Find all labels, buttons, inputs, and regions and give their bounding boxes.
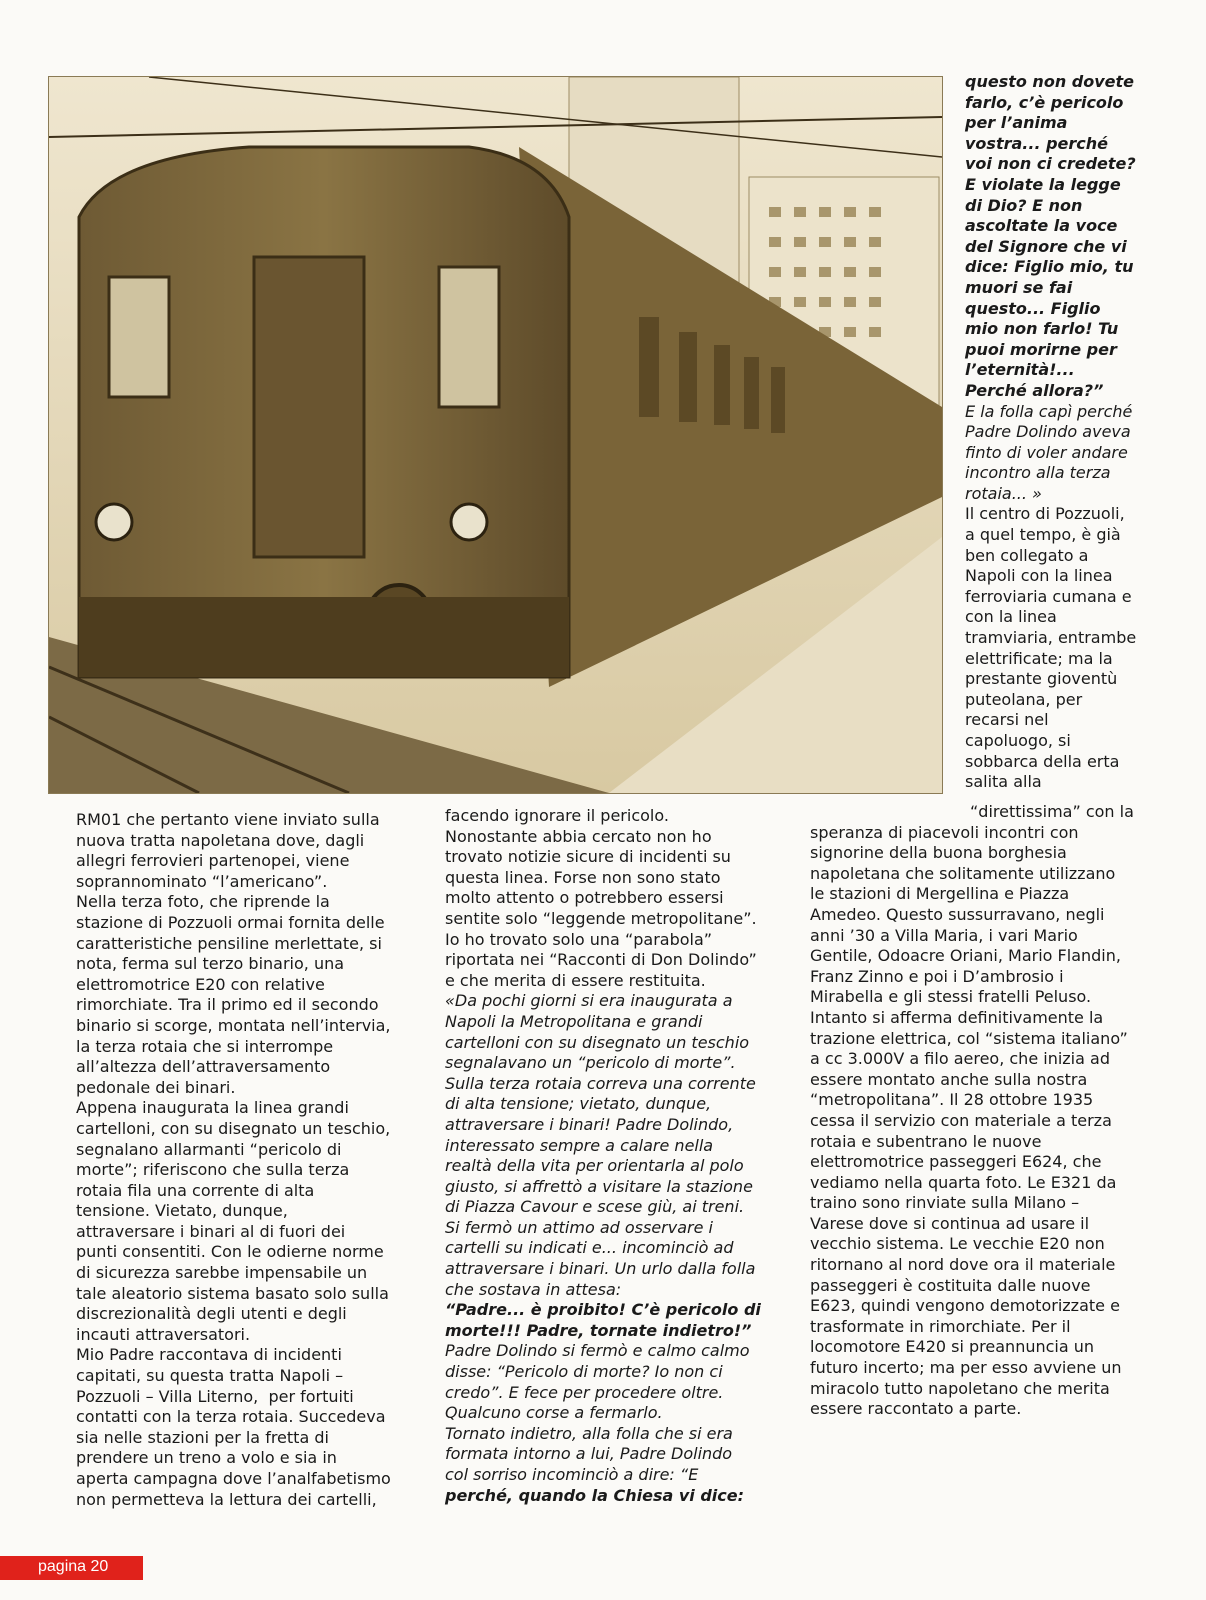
text-line: sentite solo “leggende metropolitane”.	[445, 908, 757, 928]
text-line: cartelli su indicati e... incominciò ad	[445, 1238, 734, 1258]
text-line: prendere un treno a volo e sia in	[76, 1448, 337, 1468]
text-line: rotaia e subentrano le nuove	[810, 1131, 1042, 1151]
text-line: farlo, c’è pericolo	[965, 92, 1124, 112]
text-line: capoluogo, si	[965, 731, 1071, 750]
text-line: prestante gioventù	[965, 669, 1118, 689]
text-line: disse: “Pericolo di morte? Io non ci	[445, 1362, 723, 1382]
text-line: riportata nei “Racconti di Don Dolindo”	[445, 950, 757, 970]
text-line: Tornato indietro, alla folla che si era	[445, 1423, 733, 1443]
text-line: Napoli con la linea	[965, 566, 1113, 586]
text-line: di alta tensione; vietato, dunque,	[445, 1094, 712, 1114]
text-line: Qualcuno corse a fermarlo.	[445, 1403, 663, 1423]
text-line: capitati, su questa tratta Napoli –	[76, 1366, 344, 1386]
text-line: Varese dove si continua ad usare il	[810, 1213, 1090, 1233]
text-line: Sulla terza rotaia correva una corrente	[445, 1073, 756, 1093]
column-1	[76, 810, 431, 1510]
text-line: perché, quando la Chiesa vi dice:	[445, 1485, 744, 1505]
text-line: signorine della buona borghesia	[810, 843, 1067, 863]
text-line: interessato sempre a calare nella	[445, 1135, 714, 1155]
text-line: del Signore che vi	[965, 236, 1127, 256]
text-line: all’altezza dell’attraversamento	[76, 1057, 331, 1077]
text-line: realtà della vita per orientarla al polo	[445, 1156, 744, 1176]
text-line: trazione elettrica, col “sistema italiano”	[810, 1028, 1128, 1048]
text-line: di Dio? E non	[965, 195, 1083, 215]
text-line: attraversare i binari. Un urlo dalla folla	[445, 1259, 756, 1279]
text-line: Mirabella e gli stessi fratelli Peluso.	[810, 987, 1092, 1007]
text-line: «Da pochi giorni si era inaugurata a	[445, 991, 733, 1011]
text-line: Mio Padre raccontava di incidenti	[76, 1345, 342, 1365]
text-line: punti consentiti. Con le odierne norme	[76, 1242, 384, 1262]
text-line: segnalano allarmanti “pericolo di	[76, 1139, 342, 1159]
text-line: ascoltate la voce	[965, 216, 1118, 236]
text-line: Perché allora?”	[965, 380, 1104, 400]
text-line: molto attento o potrebbero essersi	[445, 888, 724, 908]
text-line: vecchio sistema. Le vecchie E20 non	[810, 1234, 1105, 1254]
text-line: dice: Figlio mio, tu	[965, 257, 1134, 277]
text-line: cartelloni con su disegnato un teschio	[445, 1032, 750, 1052]
text-line: rotaia fila una corrente di alta	[76, 1180, 315, 1200]
text-line: Amedeo. Questo sussurravano, negli	[810, 904, 1105, 924]
text-line: soprannominato “l’americano”.	[76, 871, 328, 891]
train-illustration	[49, 77, 942, 793]
text-line: a cc 3.000V a filo aereo, che inizia ad	[810, 1049, 1110, 1069]
text-line: recarsi nel	[965, 710, 1049, 730]
text-line: l’eternità!...	[965, 360, 1075, 380]
text-line: questo non dovete	[965, 72, 1134, 91]
text-line: binario si scorge, montata nell’intervia,	[76, 1015, 391, 1035]
text-line: attraversare i binari! Padre Dolindo,	[445, 1114, 734, 1134]
text-line: Pozzuoli – Villa Literno, per fortuiti	[76, 1386, 354, 1406]
text-line: allegri ferrovieri partenopei, viene	[76, 851, 350, 871]
text-line: miracolo tutto napoletano che merita	[810, 1378, 1110, 1398]
text-line: puteolana, per	[965, 689, 1083, 709]
text-line: trovato notizie sicure di incidenti su	[445, 847, 731, 867]
text-line: Nonostante abbia cercato non ho	[445, 826, 712, 846]
text-line: Intanto si afferma definitivamente la	[810, 1007, 1104, 1027]
text-line: a quel tempo, è già	[965, 525, 1121, 545]
text-line: “metropolitana”. Il 28 ottobre 1935	[810, 1090, 1094, 1110]
text-line: futuro incerto; ma per esso avviene un	[810, 1358, 1122, 1378]
text-line: discrezionalità degli utenti e degli	[76, 1304, 347, 1324]
column-3	[810, 802, 1155, 1420]
text-line: le stazioni di Mergellina e Piazza	[810, 884, 1070, 904]
text-line: tramviaria, entrambe	[965, 628, 1137, 648]
text-line: vostra... perché	[965, 133, 1109, 153]
text-line: Appena inaugurata la linea grandi	[76, 1098, 349, 1118]
text-line: Nella terza foto, che riprende la	[76, 892, 330, 912]
text-line: “Padre... è proibito! C’è pericolo di	[445, 1300, 761, 1320]
text-line: sia nelle stazioni per la fretta di	[76, 1427, 329, 1447]
text-line: cessa il servizio con materiale a terza	[810, 1110, 1112, 1130]
text-line: segnalavano un “pericolo di morte”.	[445, 1053, 736, 1073]
text-line: Gentile, Odoacre Oriani, Mario Flandin,	[810, 946, 1121, 966]
text-line: nuova tratta napoletana dove, dagli	[76, 830, 365, 850]
text-line: RM01 che pertanto viene inviato sulla	[76, 810, 380, 829]
text-line: essere raccontato a parte.	[810, 1399, 1022, 1419]
text-line: di Piazza Cavour e scese giù, ai treni.	[445, 1197, 745, 1217]
text-line: locomotore E420 si preannuncia un	[810, 1337, 1095, 1357]
text-line: formata intorno a lui, Padre Dolindo	[445, 1444, 733, 1464]
text-line: vediamo nella quarta foto. Le E321 da	[810, 1172, 1117, 1192]
column-2	[445, 806, 790, 1506]
text-line: questo... Figlio	[965, 298, 1101, 318]
text-line: tale aleatorio sistema basato solo sulla	[76, 1283, 389, 1303]
text-line: anni ’30 a Villa Maria, i vari Mario	[810, 925, 1078, 945]
text-line: tensione. Vietato, dunque,	[76, 1201, 288, 1221]
text-line: trasformate in rimorchiate. Per il	[810, 1316, 1071, 1336]
text-line: traino sono rinviate sulla Milano –	[810, 1193, 1080, 1213]
text-line: col sorriso incominciò a dire: “E	[445, 1465, 699, 1484]
text-line: elettrificate; ma la	[965, 648, 1113, 668]
text-line: ritornano al nord dove ora il materiale	[810, 1255, 1116, 1275]
text-line: salita alla	[965, 772, 1042, 792]
text-line: E la folla capì perché	[965, 401, 1133, 421]
text-line: che sostava in attesa:	[445, 1279, 622, 1299]
text-line: Io ho trovato solo una “parabola”	[445, 929, 713, 949]
text-line: finto di voler andare	[965, 442, 1128, 462]
text-line: nota, ferma sul terzo binario, una	[76, 954, 345, 974]
text-line: mio non farlo! Tu	[965, 319, 1119, 339]
text-line: Si fermò un attimo ad osservare i	[445, 1217, 713, 1237]
text-line: pedonale dei binari.	[76, 1077, 236, 1097]
text-line: Padre Dolindo si fermò e calmo calmo	[445, 1341, 750, 1361]
page-number: pagina 20	[38, 1558, 109, 1575]
text-line: con la linea	[965, 607, 1057, 627]
text-line: essere montato anche sulla nostra	[810, 1069, 1088, 1089]
text-line: aperta campagna dove l’analfabetismo	[76, 1469, 391, 1488]
text-line: contatti con la terza rotaia. Succedeva	[76, 1407, 386, 1427]
text-line: di sicurezza sarebbe impensabile un	[76, 1263, 368, 1283]
text-line: puoi morirne per	[965, 339, 1117, 359]
text-line: facendo ignorare il pericolo.	[445, 806, 669, 825]
text-line: cartelloni, con su disegnato un teschio,	[76, 1118, 391, 1138]
train-photo	[48, 76, 943, 794]
text-line: ferroviaria cumana e	[965, 586, 1132, 606]
text-line: caratteristiche pensiline merlettate, si	[76, 933, 382, 953]
text-line: incontro alla terza	[965, 463, 1111, 483]
text-line: Padre Dolindo aveva	[965, 422, 1131, 442]
text-line: questa linea. Forse non sono stato	[445, 867, 721, 887]
text-line: credo”. E fece per procedere oltre.	[445, 1382, 724, 1402]
text-line: napoletana che solitamente utilizzano	[810, 863, 1116, 883]
right-column-top	[965, 72, 1195, 793]
text-line: giusto, si affrettò a visitare la stazione	[445, 1176, 753, 1196]
text-line: elettromotrice passeggeri E624, che	[810, 1152, 1102, 1172]
text-line: E violate la legge	[965, 174, 1121, 194]
column-3-first-line: “direttissima” con la	[970, 802, 1134, 821]
text-line: elettromotrice E20 con relative	[76, 974, 325, 994]
text-line: non permetteva la lettura dei cartelli,	[76, 1489, 377, 1509]
text-line: attraversare i binari al di fuori dei	[76, 1221, 346, 1241]
text-line: la terza rotaia che si interrompe	[76, 1036, 334, 1056]
text-line: rotaia... »	[965, 483, 1042, 503]
text-line: e che merita di essere restituita.	[445, 970, 706, 990]
text-line: morte”; riferiscono che sulla terza	[76, 1160, 350, 1180]
text-line: stazione di Pozzuoli ormai fornita delle	[76, 912, 385, 932]
text-line: Franz Zinno e poi i D’ambrosio i	[810, 966, 1064, 986]
text-line: voi non ci credete?	[965, 154, 1136, 174]
text-line: incauti attraversatori.	[76, 1324, 251, 1344]
text-line: Il centro di Pozzuoli,	[965, 504, 1125, 524]
text-line: sobbarca della erta	[965, 751, 1120, 771]
text-line: morte!!! Padre, tornate indietro!”	[445, 1320, 752, 1340]
text-line: Napoli la Metropolitana e grandi	[445, 1011, 703, 1031]
text-line: speranza di piacevoli incontri con	[810, 822, 1079, 842]
text-line: per l’anima	[965, 113, 1068, 133]
text-line: rimorchiate. Tra il primo ed il secondo	[76, 995, 379, 1015]
text-line: ben collegato a	[965, 545, 1089, 565]
text-line: E623, quindi vengono demotorizzate e	[810, 1296, 1120, 1316]
text-line: muori se fai	[965, 277, 1073, 297]
text-line: passeggeri è costituita dalle nuove	[810, 1275, 1091, 1295]
